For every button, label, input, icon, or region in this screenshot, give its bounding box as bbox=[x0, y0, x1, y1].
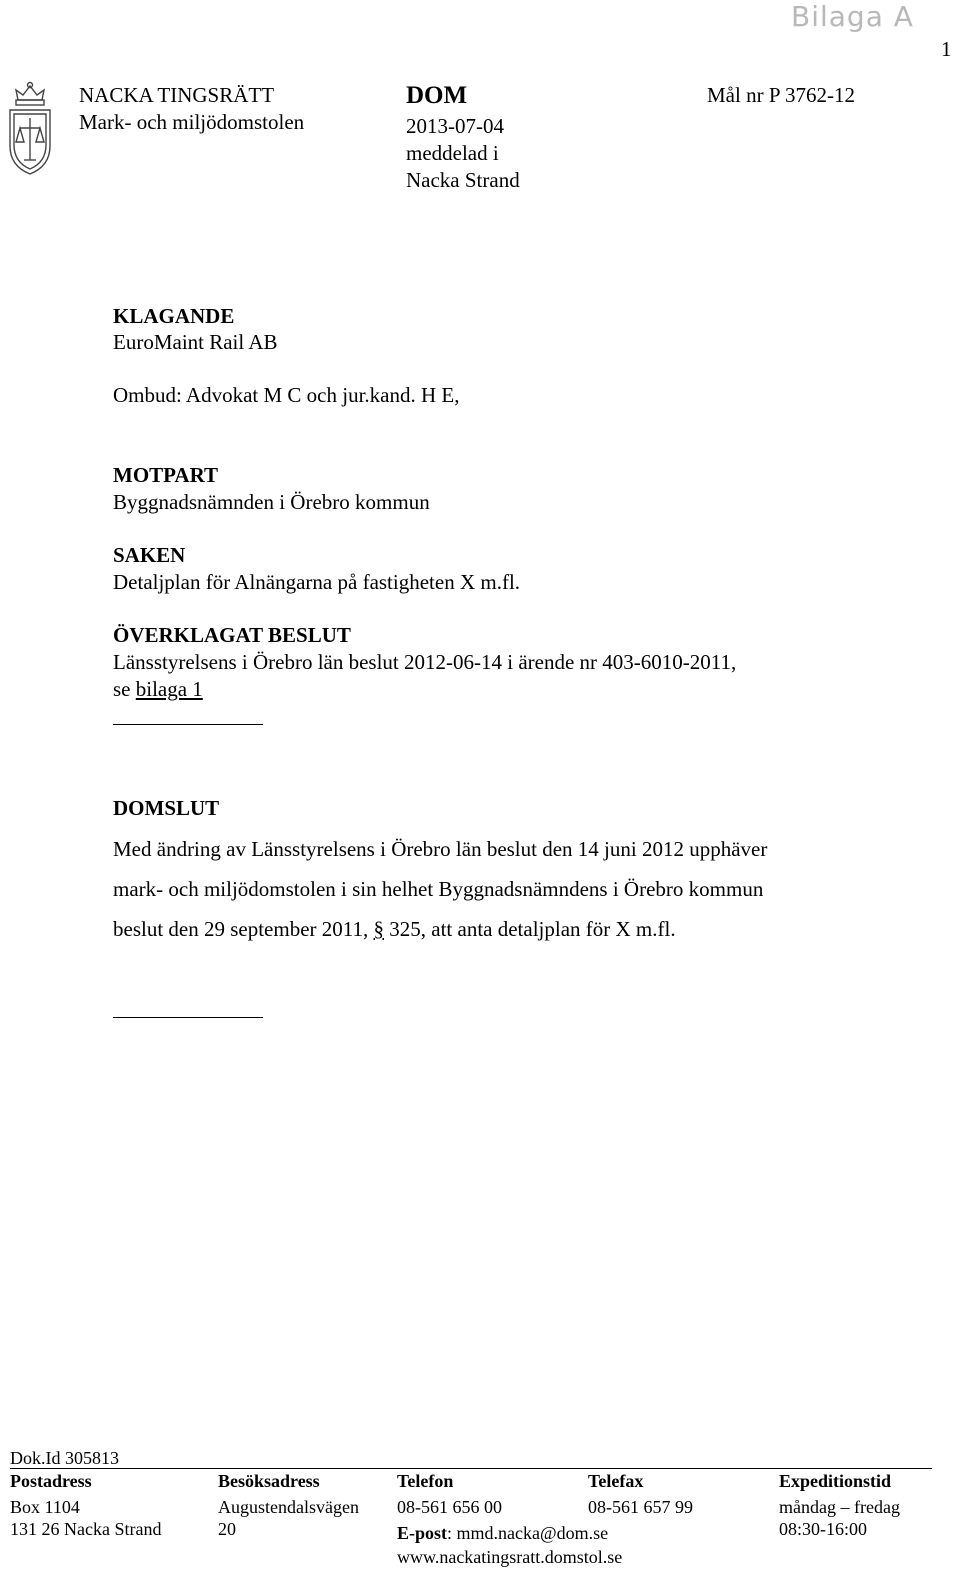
footer-header-postadress: Postadress bbox=[10, 1471, 92, 1491]
footer-header-telefon: Telefon bbox=[397, 1471, 454, 1491]
domslut-heading: DOMSLUT bbox=[113, 796, 220, 820]
website: www.nackatingsratt.domstol.se bbox=[397, 1547, 623, 1567]
motpart-heading: MOTPART bbox=[113, 463, 219, 487]
court-name: NACKA TINGSRÄTT bbox=[79, 83, 275, 107]
footer-header-besoksadress: Besöksadress bbox=[218, 1471, 320, 1491]
saken-text: Detaljplan för Alnängarna på fastigheten X m.fl. bbox=[113, 570, 521, 594]
issued-place: Nacka Strand bbox=[406, 168, 520, 192]
section-symbol: § bbox=[373, 917, 385, 941]
bilaga-link[interactable]: bilaga 1 bbox=[135, 677, 203, 701]
saken-heading: SAKEN bbox=[113, 543, 186, 567]
expeditionstid-days: måndag – fredag bbox=[779, 1497, 900, 1517]
document-date: 2013-07-04 bbox=[406, 114, 504, 138]
telefon-number: 08-561 656 00 bbox=[397, 1497, 502, 1517]
expeditionstid-hours: 08:30-16:00 bbox=[779, 1519, 867, 1539]
klagande-name: EuroMaint Rail AB bbox=[113, 330, 278, 354]
court-division: Mark- och miljödomstolen bbox=[79, 110, 305, 134]
postadress-line2: 131 26 Nacka Strand bbox=[10, 1519, 162, 1539]
overklagat-heading: ÖVERKLAGAT BESLUT bbox=[113, 623, 351, 647]
epost: E-post: mmd.nacka@dom.se bbox=[397, 1523, 609, 1543]
motpart-name: Byggnadsnämnden i Örebro kommun bbox=[113, 490, 430, 514]
besoksadress-line1: Augustendalsvägen bbox=[218, 1497, 359, 1517]
footer-header-telefax: Telefax bbox=[588, 1471, 644, 1491]
watermark: Bilaga A bbox=[791, 0, 914, 33]
domslut-line3: beslut den 29 september 2011, § 325, att anta detaljplan för X m.fl. bbox=[113, 917, 676, 941]
end-rule bbox=[113, 1017, 263, 1018]
document-id: Dok.Id 305813 bbox=[10, 1448, 119, 1468]
page-number: 1 bbox=[941, 37, 952, 61]
issued-label: meddelad i bbox=[406, 141, 499, 165]
document-type: DOM bbox=[406, 82, 468, 109]
footer-header-expeditionstid: Expeditionstid bbox=[779, 1471, 892, 1491]
overklagat-line2: se bilaga 1 bbox=[113, 677, 203, 701]
case-number: Mål nr P 3762-12 bbox=[707, 83, 855, 107]
klagande-heading: KLAGANDE bbox=[113, 304, 235, 328]
ombud: Ombud: Advokat M C och jur.kand. H E, bbox=[113, 383, 460, 407]
domslut-line2: mark- och miljödomstolen i sin helhet Byggnadsnämndens i Örebro kommun bbox=[113, 877, 764, 901]
telefax-number: 08-561 657 99 bbox=[588, 1497, 693, 1517]
domslut-line1: Med ändring av Länsstyrelsens i Örebro län beslut den 14 juni 2012 upphäver bbox=[113, 837, 768, 861]
footer-rule bbox=[10, 1468, 932, 1469]
separator-rule bbox=[113, 724, 263, 725]
overklagat-line1: Länsstyrelsens i Örebro län beslut 2012-06-14 i ärende nr 403-6010-2011, bbox=[113, 650, 737, 674]
coat-of-arms-icon bbox=[4, 80, 56, 181]
postadress-line1: Box 1104 bbox=[10, 1497, 80, 1517]
besoksadress-line2: 20 bbox=[218, 1519, 236, 1539]
